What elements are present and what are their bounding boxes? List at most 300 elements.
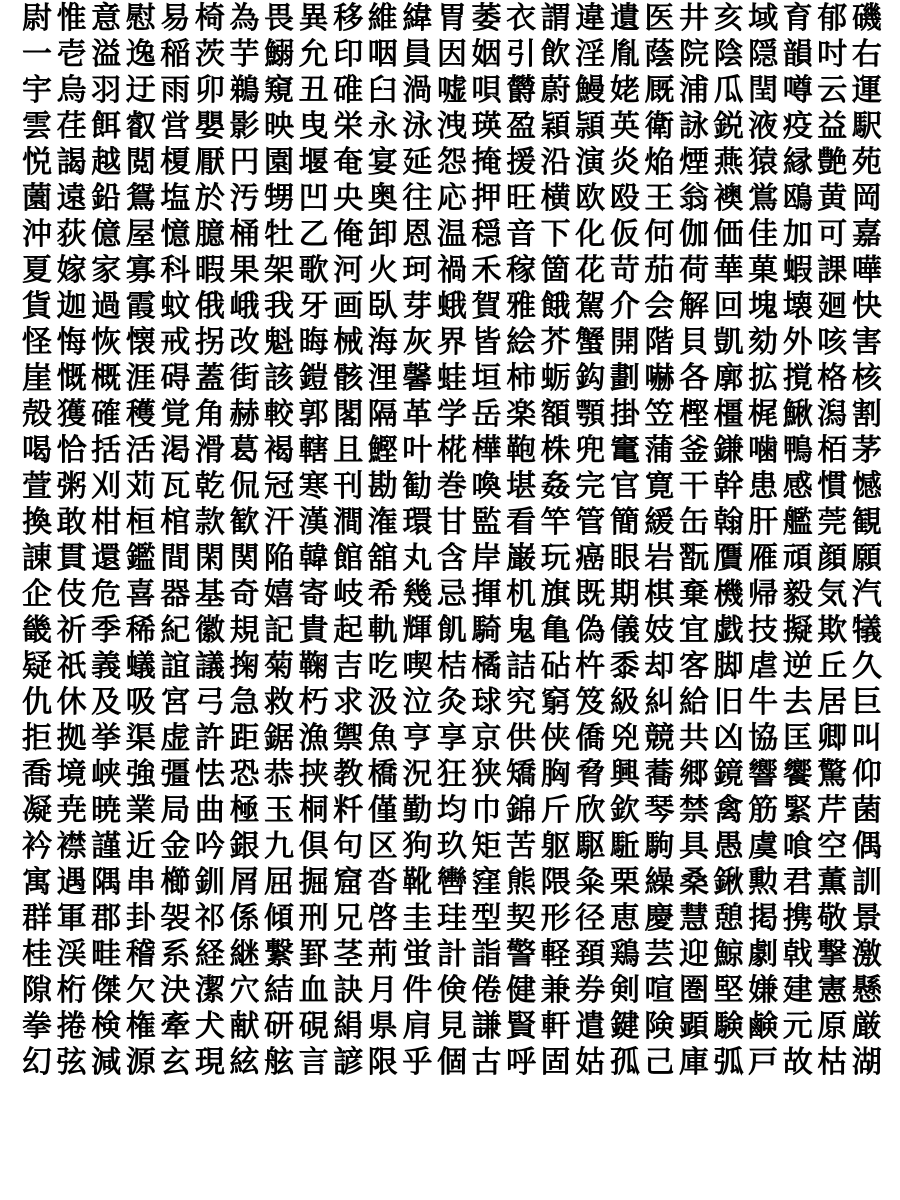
kanji-glyph: 廓	[713, 361, 744, 396]
kanji-glyph: 穫	[125, 397, 156, 432]
kanji-glyph: 巾	[471, 793, 502, 828]
kanji-glyph: 援	[506, 145, 537, 180]
kanji-glyph: 銀	[229, 829, 260, 864]
kanji-glyph: 形	[540, 901, 571, 936]
kanji-glyph: 薫	[817, 865, 848, 900]
kanji-glyph: 誼	[160, 649, 191, 684]
kanji-glyph: 叫	[851, 721, 882, 756]
kanji-glyph: 間	[160, 541, 191, 576]
kanji-glyph: 機	[713, 577, 744, 612]
kanji-glyph: 椅	[194, 1, 225, 36]
kanji-glyph: 訣	[333, 973, 364, 1008]
kanji-glyph: 橋	[367, 757, 398, 792]
kanji-glyph: 倦	[471, 973, 502, 1008]
kanji-glyph: 現	[194, 1045, 225, 1080]
kanji-glyph: 倹	[436, 973, 467, 1008]
kanji-glyph: 嘩	[851, 253, 882, 288]
glyph-row	[20, 253, 884, 288]
kanji-glyph: 駈	[609, 829, 640, 864]
kanji-glyph: 緊	[782, 793, 813, 828]
kanji-glyph: 夏	[22, 253, 52, 288]
kanji-glyph: 憶	[160, 217, 191, 252]
kanji-glyph: 恐	[229, 757, 260, 792]
kanji-glyph: 教	[333, 757, 364, 792]
kanji-glyph: 券	[575, 973, 606, 1008]
kanji-glyph: 斤	[540, 793, 571, 828]
kanji-glyph: 掛	[609, 397, 640, 432]
kanji-glyph: 梶	[748, 397, 779, 432]
kanji-glyph: 荷	[678, 253, 709, 288]
kanji-glyph: 妓	[644, 613, 675, 648]
kanji-glyph: 滑	[194, 433, 225, 468]
kanji-glyph: 鶏	[609, 937, 640, 972]
kanji-glyph: 較	[264, 397, 295, 432]
kanji-glyph: 幾	[402, 577, 433, 612]
kanji-glyph: 隠	[748, 37, 779, 72]
kanji-glyph: 共	[678, 721, 709, 756]
kanji-glyph: 姦	[540, 469, 571, 504]
kanji-glyph: 敢	[56, 505, 87, 540]
glyph-row	[20, 505, 884, 540]
kanji-glyph: 害	[851, 325, 882, 360]
kanji-glyph: 減	[91, 1045, 122, 1080]
kanji-glyph: 鴎	[782, 181, 813, 216]
kanji-glyph: 貨	[22, 289, 52, 324]
kanji-glyph: 偽	[575, 613, 606, 648]
kanji-glyph: 黄	[817, 181, 848, 216]
kanji-glyph: 拡	[748, 361, 779, 396]
kanji-glyph: 急	[229, 685, 260, 720]
kanji-glyph: 羽	[91, 73, 122, 108]
kanji-glyph: 蟹	[575, 325, 606, 360]
kanji-glyph: 永	[367, 109, 398, 144]
kanji-glyph: 弓	[194, 685, 225, 720]
kanji-glyph: 伎	[56, 577, 87, 612]
kanji-glyph: 晦	[298, 325, 329, 360]
kanji-glyph: 矯	[506, 757, 537, 792]
kanji-glyph: 姻	[471, 37, 502, 72]
kanji-glyph: 卿	[817, 721, 848, 756]
kanji-glyph: 掲	[748, 901, 779, 936]
kanji-glyph: 株	[540, 433, 571, 468]
kanji-glyph: 僑	[575, 721, 606, 756]
kanji-glyph: 局	[160, 793, 191, 828]
kanji-glyph: 凝	[22, 793, 52, 828]
kanji-glyph: 花	[575, 253, 606, 288]
glyph-row	[20, 901, 884, 936]
kanji-glyph: 強	[125, 757, 156, 792]
kanji-glyph: 叶	[402, 433, 433, 468]
kanji-glyph: 鴨	[782, 433, 813, 468]
kanji-glyph: 荊	[367, 937, 398, 972]
kanji-glyph: 癌	[575, 541, 606, 576]
kanji-glyph: 益	[817, 109, 848, 144]
kanji-glyph: 苦	[506, 829, 537, 864]
kanji-glyph: 駆	[575, 829, 606, 864]
kanji-glyph: 霞	[125, 289, 156, 324]
glyph-row	[20, 649, 884, 684]
kanji-glyph: 畦	[91, 937, 122, 972]
kanji-glyph: 穴	[229, 973, 260, 1008]
kanji-glyph: 脅	[575, 757, 606, 792]
kanji-glyph: 勧	[402, 469, 433, 504]
kanji-glyph: 庫	[678, 1045, 709, 1080]
kanji-glyph: 健	[506, 973, 537, 1008]
kanji-glyph: 屋	[125, 217, 156, 252]
kanji-glyph: 硯	[298, 1009, 329, 1044]
kanji-glyph: 宴	[367, 145, 398, 180]
kanji-glyph: 蛍	[402, 937, 433, 972]
kanji-glyph: 胃	[436, 1, 467, 36]
kanji-glyph: 駒	[644, 829, 675, 864]
kanji-glyph: 芸	[644, 937, 675, 972]
kanji-glyph: 医	[644, 1, 675, 36]
kanji-glyph: 会	[644, 289, 675, 324]
glyph-row	[20, 361, 884, 396]
kanji-glyph: 窺	[264, 73, 295, 108]
kanji-glyph: 疑	[22, 649, 52, 684]
kanji-glyph: 絹	[333, 1009, 364, 1044]
kanji-glyph: 器	[160, 577, 191, 612]
kanji-glyph: 下	[540, 217, 571, 252]
kanji-glyph: 限	[367, 1045, 398, 1080]
kanji-glyph: 迂	[125, 73, 156, 108]
kanji-glyph: 繋	[264, 937, 295, 972]
kanji-glyph: 欣	[575, 793, 606, 828]
kanji-glyph: 却	[644, 649, 675, 684]
kanji-glyph: 界	[436, 325, 467, 360]
kanji-glyph: 境	[56, 757, 87, 792]
kanji-glyph: 堪	[506, 469, 537, 504]
kanji-glyph: 芥	[540, 325, 571, 360]
kanji-glyph: 勲	[748, 865, 779, 900]
kanji-glyph: 押	[471, 181, 502, 216]
kanji-glyph: 禍	[436, 253, 467, 288]
kanji-glyph: 猿	[748, 145, 779, 180]
kanji-glyph: 景	[851, 901, 882, 936]
kanji-glyph: 環	[402, 505, 433, 540]
kanji-glyph: 飲	[540, 37, 571, 72]
kanji-glyph: 窟	[333, 865, 364, 900]
kanji-glyph: 涯	[125, 361, 156, 396]
kanji-glyph: 勘	[367, 469, 398, 504]
kanji-glyph: 規	[229, 613, 260, 648]
kanji-glyph: 幻	[22, 1045, 52, 1080]
kanji-glyph: 牛	[748, 685, 779, 720]
kanji-glyph: 拐	[194, 325, 225, 360]
kanji-glyph: 君	[782, 865, 813, 900]
kanji-glyph: 磯	[851, 1, 882, 36]
kanji-glyph: 砧	[540, 649, 571, 684]
kanji-glyph: 姑	[575, 1045, 606, 1080]
kanji-glyph: 危	[91, 577, 122, 612]
kanji-glyph: 欽	[609, 793, 640, 828]
kanji-glyph: 縁	[782, 145, 813, 180]
kanji-glyph: 解	[678, 289, 709, 324]
kanji-glyph: 観	[851, 505, 882, 540]
kanji-glyph: 嬉	[264, 577, 295, 612]
kanji-glyph: 距	[229, 721, 260, 756]
kanji-glyph: 鑑	[125, 541, 156, 576]
kanji-glyph: 傑	[91, 973, 122, 1008]
kanji-glyph: 汲	[367, 685, 398, 720]
kanji-glyph: 盈	[506, 109, 537, 144]
kanji-glyph: 逸	[125, 37, 156, 72]
kanji-glyph: 雲	[22, 109, 52, 144]
glyph-row	[20, 973, 884, 1008]
glyph-row	[20, 829, 884, 864]
kanji-glyph: 謹	[91, 829, 122, 864]
kanji-glyph: 加	[782, 217, 813, 252]
kanji-glyph: 悔	[56, 325, 87, 360]
kanji-glyph: 駕	[575, 289, 606, 324]
glyph-row	[20, 469, 884, 504]
kanji-glyph: 恵	[609, 901, 640, 936]
kanji-glyph: 圭	[402, 901, 433, 936]
kanji-glyph: 黍	[609, 649, 640, 684]
kanji-glyph: 玩	[540, 541, 571, 576]
kanji-glyph: 魁	[264, 325, 295, 360]
kanji-glyph: 該	[264, 361, 295, 396]
kanji-glyph: 萱	[22, 469, 52, 504]
kanji-glyph: 頑	[782, 541, 813, 576]
kanji-glyph: 汗	[264, 505, 295, 540]
kanji-glyph: 朽	[298, 685, 329, 720]
kanji-glyph: 価	[713, 217, 744, 252]
kanji-glyph: 暇	[194, 253, 225, 288]
kanji-glyph: 街	[229, 361, 260, 396]
kanji-glyph: 句	[333, 829, 364, 864]
kanji-glyph: 舷	[264, 1045, 295, 1080]
kanji-glyph: 兇	[609, 721, 640, 756]
kanji-glyph: 渦	[402, 73, 433, 108]
kanji-glyph: 塊	[748, 289, 779, 324]
kanji-glyph: 鎌	[713, 433, 744, 468]
kanji-glyph: 歌	[298, 253, 329, 288]
kanji-glyph: 潔	[194, 973, 225, 1008]
kanji-glyph: 忌	[436, 577, 467, 612]
glyph-row	[20, 541, 884, 576]
kanji-glyph: 含	[436, 541, 467, 576]
glyph-row	[20, 613, 884, 648]
kanji-glyph: 垣	[471, 361, 502, 396]
kanji-glyph: 沖	[22, 217, 52, 252]
kanji-glyph: 澗	[333, 505, 364, 540]
kanji-glyph: 起	[333, 613, 364, 648]
kanji-glyph: 枯	[817, 1045, 848, 1080]
kanji-glyph: 額	[540, 397, 571, 432]
kanji-glyph: 稀	[125, 613, 156, 648]
kanji-glyph: 寓	[22, 865, 52, 900]
kanji-glyph: 禁	[678, 793, 709, 828]
kanji-glyph: 兜	[575, 433, 606, 468]
kanji-glyph: 栄	[333, 109, 364, 144]
kanji-glyph: 険	[644, 1009, 675, 1044]
kanji-glyph: 運	[851, 73, 882, 108]
kanji-glyph: 姥	[609, 73, 640, 108]
kanji-glyph: 云	[817, 73, 848, 108]
kanji-glyph: 箇	[540, 253, 571, 288]
kanji-glyph: 揮	[471, 577, 502, 612]
kanji-glyph: 岳	[471, 397, 502, 432]
kanji-glyph: 区	[367, 829, 398, 864]
kanji-glyph: 言	[298, 1045, 329, 1080]
kanji-glyph: 乙	[298, 217, 329, 252]
kanji-glyph: 犬	[194, 1009, 225, 1044]
kanji-glyph: 灰	[402, 325, 433, 360]
kanji-glyph: 奇	[229, 577, 260, 612]
kanji-glyph: 臥	[367, 289, 398, 324]
kanji-glyph: 許	[194, 721, 225, 756]
kanji-glyph: 桔	[436, 649, 467, 684]
kanji-glyph: 躯	[540, 829, 571, 864]
kanji-glyph: 救	[264, 685, 295, 720]
kanji-glyph: 騎	[471, 613, 502, 648]
kanji-glyph: 餌	[91, 109, 122, 144]
kanji-glyph: 莞	[817, 505, 848, 540]
kanji-glyph: 蝦	[782, 253, 813, 288]
kanji-glyph: 究	[506, 685, 537, 720]
kanji-glyph: 喝	[22, 433, 52, 468]
kanji-glyph: 還	[91, 541, 122, 576]
kanji-glyph: 掘	[298, 865, 329, 900]
kanji-glyph: 皆	[471, 325, 502, 360]
kanji-glyph: 恢	[91, 325, 122, 360]
kanji-glyph: 劃	[609, 361, 640, 396]
kanji-glyph: 権	[125, 1009, 156, 1044]
kanji-glyph: 懸	[851, 973, 882, 1008]
kanji-glyph: 潅	[367, 505, 398, 540]
kanji-glyph: 賀	[471, 289, 502, 324]
kanji-glyph: 衛	[644, 109, 675, 144]
kanji-glyph: 吟	[194, 829, 225, 864]
kanji-glyph: 我	[264, 289, 295, 324]
kanji-glyph: 翫	[678, 541, 709, 576]
kanji-glyph: 厳	[851, 1009, 882, 1044]
kanji-glyph: 峡	[91, 757, 122, 792]
glyph-row	[20, 793, 884, 828]
kanji-glyph: 希	[367, 577, 398, 612]
kanji-glyph: 且	[333, 433, 364, 468]
kanji-glyph: 館	[333, 541, 364, 576]
kanji-glyph: 樫	[678, 397, 709, 432]
kanji-glyph: 奄	[333, 145, 364, 180]
kanji-glyph: 茅	[851, 433, 882, 468]
kanji-glyph: 介	[609, 289, 640, 324]
kanji-glyph: 九	[264, 829, 295, 864]
kanji-glyph: 易	[160, 1, 191, 36]
kanji-glyph: 乾	[194, 469, 225, 504]
glyph-row	[20, 757, 884, 792]
kanji-glyph: 禽	[713, 793, 744, 828]
kanji-glyph: 劾	[748, 325, 779, 360]
kanji-glyph: 烏	[56, 73, 87, 108]
kanji-glyph: 岡	[851, 181, 882, 216]
kanji-glyph: 関	[229, 541, 260, 576]
kanji-glyph: 祈	[56, 613, 87, 648]
kanji-glyph: 顔	[817, 541, 848, 576]
kanji-glyph: 榎	[160, 145, 191, 180]
kanji-glyph: 汚	[229, 181, 260, 216]
kanji-glyph: 柿	[506, 361, 537, 396]
kanji-glyph: 員	[402, 37, 433, 72]
kanji-glyph: 洩	[436, 109, 467, 144]
kanji-glyph: 監	[471, 505, 502, 540]
kanji-glyph: 休	[56, 685, 87, 720]
kanji-glyph: 脚	[713, 649, 744, 684]
kanji-glyph: 欝	[506, 73, 537, 108]
kanji-glyph: 個	[436, 1045, 467, 1080]
kanji-glyph: 餓	[540, 289, 571, 324]
kanji-glyph: 革	[402, 397, 433, 432]
kanji-glyph: 音	[506, 217, 537, 252]
kanji-glyph: 燕	[713, 145, 744, 180]
kanji-glyph: 巨	[851, 685, 882, 720]
kanji-glyph: 慶	[644, 901, 675, 936]
kanji-glyph: 弦	[56, 1045, 87, 1080]
kanji-glyph: 鎧	[298, 361, 329, 396]
kanji-glyph: 煙	[678, 145, 709, 180]
kanji-glyph: 完	[575, 469, 606, 504]
kanji-glyph: 結	[264, 973, 295, 1008]
kanji-glyph: 馨	[402, 361, 433, 396]
kanji-glyph: 孤	[609, 1045, 640, 1080]
kanji-glyph: 駅	[851, 109, 882, 144]
kanji-glyph: 賢	[506, 1009, 537, 1044]
kanji-glyph: 蔚	[540, 73, 571, 108]
kanji-glyph: 王	[644, 181, 675, 216]
kanji-glyph: 茎	[333, 937, 364, 972]
kanji-glyph: 井	[678, 1, 709, 36]
kanji-glyph: 挟	[298, 757, 329, 792]
kanji-glyph: 謁	[56, 145, 87, 180]
kanji-glyph: 歓	[229, 505, 260, 540]
glyph-row	[20, 217, 884, 252]
kanji-glyph: 狂	[436, 757, 467, 792]
kanji-glyph: 尉	[22, 1, 52, 36]
kanji-glyph: 血	[298, 973, 329, 1008]
kanji-glyph: 既	[575, 577, 606, 612]
kanji-glyph: 渓	[56, 937, 87, 972]
kanji-glyph: 翁	[678, 181, 709, 216]
kanji-glyph: 卸	[367, 217, 398, 252]
kanji-glyph: 衿	[22, 829, 52, 864]
kanji-glyph: 臆	[194, 217, 225, 252]
kanji-glyph: 劇	[748, 937, 779, 972]
kanji-glyph: 瓦	[160, 469, 191, 504]
kanji-glyph: 獲	[56, 397, 87, 432]
kanji-glyph: 曳	[298, 109, 329, 144]
kanji-glyph: 荻	[56, 217, 87, 252]
kanji-glyph: 給	[678, 685, 709, 720]
kanji-glyph: 迦	[56, 289, 87, 324]
kanji-glyph: 級	[609, 685, 640, 720]
kanji-glyph: 嬰	[194, 109, 225, 144]
kanji-glyph: 泳	[402, 109, 433, 144]
kanji-glyph: 韓	[298, 541, 329, 576]
kanji-glyph: 基	[194, 577, 225, 612]
kanji-glyph: 浬	[367, 361, 398, 396]
kanji-glyph: 亀	[540, 613, 571, 648]
kanji-glyph: 嫌	[748, 973, 779, 1008]
kanji-glyph: 郡	[91, 901, 122, 936]
kanji-glyph: 階	[644, 325, 675, 360]
kanji-glyph: 軌	[367, 613, 398, 648]
kanji-glyph: 亨	[402, 721, 433, 756]
kanji-glyph: 俺	[333, 217, 364, 252]
kanji-glyph: 火	[367, 253, 398, 288]
kanji-glyph: 款	[194, 505, 225, 540]
